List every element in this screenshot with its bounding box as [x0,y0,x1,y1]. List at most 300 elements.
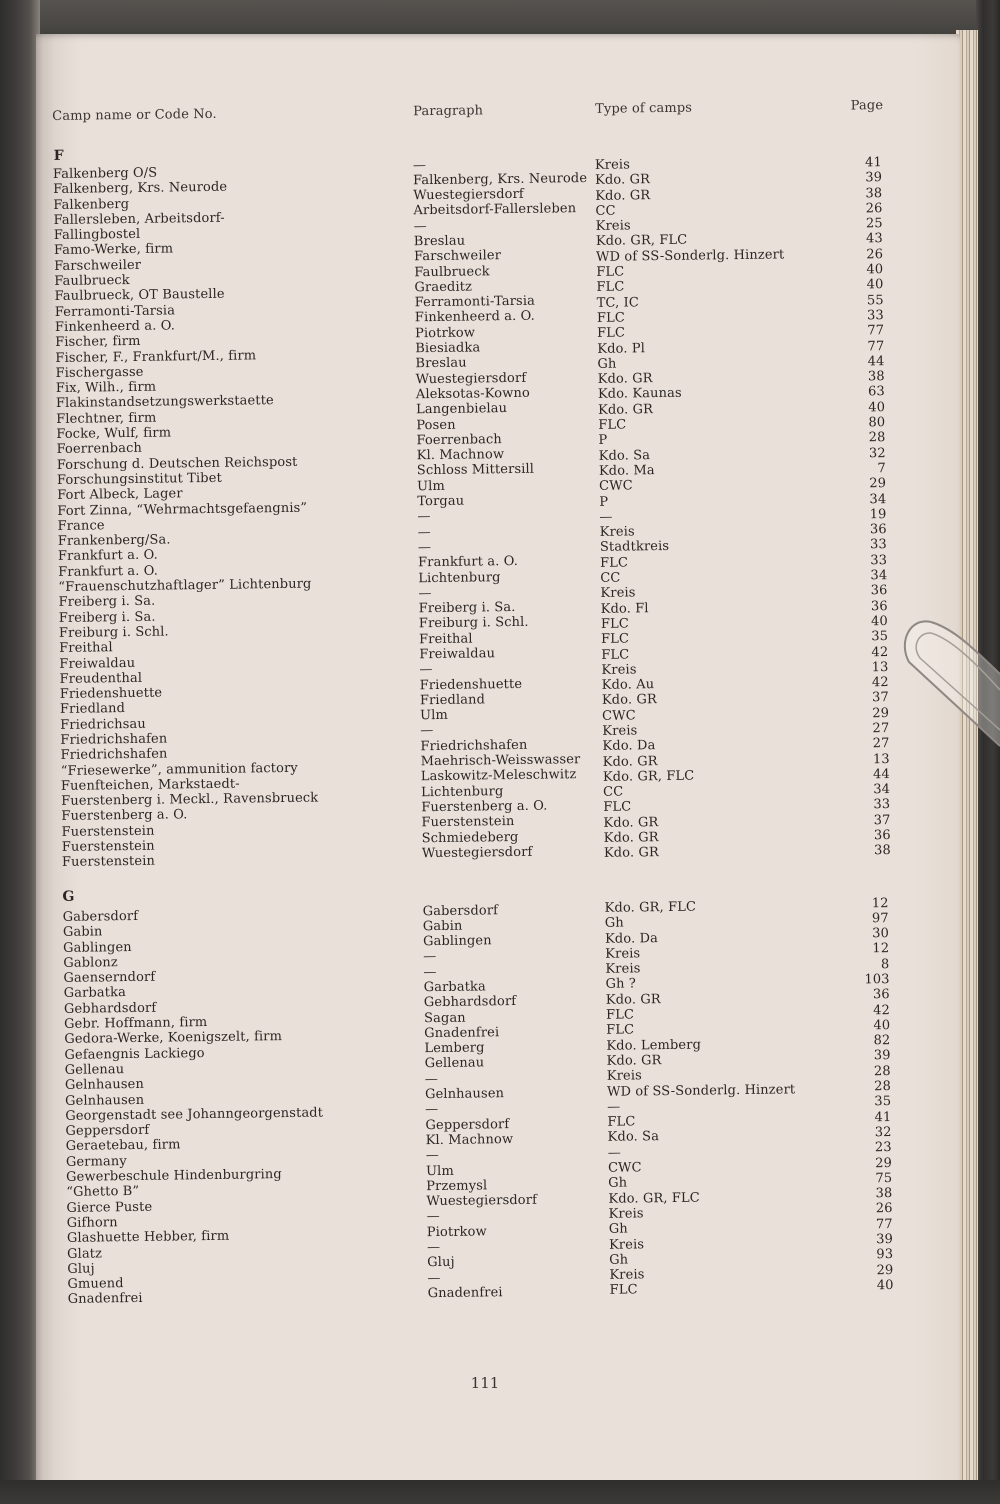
paragraph-entry: Freithal [418,631,473,647]
paragraph-entry: Wuestegiersdorf [415,370,527,387]
paragraph-entry: — [425,1148,440,1164]
column-header-type-of-camps: Type of camps [595,100,693,117]
camp-type: Kdo. GR [603,830,659,846]
camp-type: Kdo. Sa [607,1129,660,1146]
page-reference: 36 [870,583,888,599]
camp-type: Kdo. Da [604,930,659,947]
camp-name: France [57,518,105,534]
camp-type: Kdo. GR [601,692,657,709]
page-reference: 82 [873,1033,891,1049]
page-reference: 40 [873,1017,891,1034]
camp-type: Kdo. GR [595,172,651,189]
camp-type: FLC [605,1007,635,1023]
page-reference: 42 [873,1002,891,1018]
paragraph-entry: Aleksotas-Kowno [415,385,530,403]
page-reference: 26 [866,246,884,263]
camp-name: Gelnhausen [64,1077,145,1094]
paragraph-entry: Finkenheerd a. O. [414,309,535,326]
camp-name: “Friesewerke”, ammunition factory [60,760,298,779]
page-reference: 8 [880,956,890,972]
camp-type: — [607,1099,621,1115]
camp-type: Kdo. GR [602,753,658,770]
camp-type: Kreis [601,662,637,678]
paragraph-entry: Schloss Mittersill [416,462,535,479]
camp-type: Kdo. GR, FLC [604,899,697,916]
paragraph-entry: Faulbrueck [414,263,490,280]
camp-type: Kdo. GR [605,991,661,1008]
camp-name: Fort Albeck, Lager [57,486,183,504]
page-reference: 33 [870,552,888,569]
camp-name: Gierce Puste [66,1199,153,1216]
page-reference: 32 [868,445,886,461]
page-reference: 35 [871,629,889,645]
page-reference: 12 [871,895,889,911]
page-reference: 28 [874,1079,892,1095]
paragraph-entry: Gablingen [422,933,492,950]
page-reference: 42 [871,644,889,660]
camp-type: Gh ? [605,976,637,993]
paragraph-entry: Laskowitz-Meleschwitz [420,767,577,785]
paragraph-entry: Breslau [415,355,467,372]
camp-type: Gh [608,1175,628,1192]
camp-name: Gablingen [63,939,132,956]
page-reference: 37 [873,812,891,829]
camp-type: Kdo. Fl [600,600,649,617]
camp-name: Gefaengnis Lackiego [64,1045,205,1063]
camp-name: Glashuette Hebber, firm [66,1228,230,1247]
paragraph-entry: Posen [416,417,456,433]
page-reference: 12 [872,941,890,957]
page-reference: 29 [876,1262,894,1278]
page-reference: 29 [872,705,890,721]
camp-type: Kdo. Kaunas [597,386,682,403]
page-reference-column [836,896,893,1294]
camp-name: Fallersleben, Arbeitsdorf- [53,210,225,228]
camp-type: Gh [609,1252,629,1268]
page-reference: 34 [870,568,888,584]
camp-name: Faulbrueck, OT Baustelle [54,287,225,305]
camp-name: Gebhardsdorf [63,1000,157,1017]
camp-type: Kdo. GR [606,1053,662,1069]
camp-type: FLC [606,1022,635,1039]
camp-type: Kreis [595,218,631,235]
camp-type: Kdo. GR [598,401,654,418]
camp-type: FLC [598,417,627,433]
paragraph-entry: Frankfurt a. O. [417,554,519,571]
page-reference: 36 [869,522,887,538]
paragraph-entry: Fuerstenstein [421,814,515,831]
camp-type: P [598,433,608,449]
section-letter: G [62,888,75,905]
camp-type: Kdo. Lemberg [606,1037,702,1054]
paragraph-entry: Freiburg i. Schl. [418,615,529,632]
paragraph-entry: Friedland [419,692,486,709]
paragraph-entry: — [417,509,431,525]
paragraph-entry: Przemysl [426,1178,488,1195]
paragraph-entry: — [418,585,432,602]
page-reference: 13 [871,659,889,676]
camp-name: Focke, Wulf, firm [56,425,172,442]
page-reference: 41 [864,155,882,171]
page-reference: 40 [876,1277,894,1294]
camp-type: CC [595,203,616,219]
page-reference: 38 [867,369,885,385]
camp-name: Garbatka [63,985,127,1002]
camp-type: Kdo. GR [595,187,651,204]
camp-name: Frankenberg/Sa. [57,532,171,550]
camp-name: Fuenfteichen, Markstaedt- [60,776,240,794]
camp-name: Gaenserndorf [63,969,156,987]
paragraph-column [423,902,539,1301]
section-letter: F [53,147,64,164]
camp-name: Freudenthal [59,670,143,687]
camp-name: Glatz [67,1245,103,1262]
camp-name: Germany [65,1153,127,1170]
paragraph-entry: Wuestegiersdorf [413,186,524,204]
page-reference: 44 [873,766,890,783]
paragraph-entry: — [427,1270,441,1286]
camp-name: Gellenau [64,1062,125,1078]
page-reference: 93 [876,1247,894,1263]
paragraph-entry: Lichtenburg [420,783,504,800]
camp-type: Kreis [600,585,636,602]
paragraph-entry: Piotrkow [414,325,476,342]
page-reference: 27 [872,721,890,737]
paragraph-entry: Langenbielau [415,401,508,418]
paragraph-entry: Foerrenbach [416,431,502,449]
page-reference: 26 [865,201,883,217]
camp-type: Kreis [602,723,638,739]
page-reference: 33 [873,797,891,813]
camp-type: Kreis [599,524,635,540]
camp-name: Freiburg i. Schl. [58,624,169,641]
camp-type: FLC [601,646,630,663]
camp-type: FLC [601,631,630,648]
page-reference: 36 [872,987,890,1003]
camp-name: Gablonz [63,955,118,971]
camp-type: CWC [599,478,633,495]
page-reference: 80 [868,415,886,431]
camp-name: Flechtner, firm [56,410,157,427]
camp-type: Kdo. Da [602,738,656,755]
camp-type: Kdo. Pl [597,340,646,357]
paragraph-entry: Wuestegiersdorf [421,844,533,862]
camp-type: Kreis [608,1236,645,1253]
camp-name: Fuerstenberg a. O. [61,807,188,825]
page-reference: 28 [868,430,886,446]
column-header-paragraph: Paragraph [413,103,484,120]
page-reference: 41 [874,1109,892,1125]
paragraph-entry: Maehrisch-Weisswasser [420,752,581,770]
paragraph-entry: Farschweiler [413,248,502,265]
page-reference: 34 [869,491,887,507]
page-reference: 38 [875,1186,893,1202]
page-reference: 23 [874,1140,892,1156]
page-reference: 77 [867,338,885,354]
camp-type: P [599,494,609,510]
paragraph-entry: — [417,539,432,556]
paragraph-entry: Gnadenfrei [424,1025,500,1042]
page-reference: 33 [866,308,884,324]
camp-name: Friedrichsau [60,716,146,733]
paragraph-entry: Ulm [416,478,445,494]
paragraph-entry: Gnadenfrei [427,1285,503,1302]
paragraph-entry: — [420,723,434,739]
page-reference: 32 [874,1125,892,1141]
page-reference: 36 [870,598,888,614]
camp-name: Gewerbeschule Hindenburgring [66,1167,282,1185]
paragraph-entry: Geppersdorf [425,1116,510,1133]
paragraph-entry: — [426,1209,440,1225]
paragraph-entry: Ferramonti-Tarsia [414,293,536,311]
camp-name: Fuerstenstein [61,854,156,871]
camp-name: Finkenheerd a. O. [54,318,176,335]
paragraph-entry: Graeditz [414,279,473,296]
paragraph-entry: Gluj [427,1255,455,1271]
paragraph-entry: Gellenau [424,1055,485,1072]
page-reference: 77 [867,323,885,339]
page-reference: 7 [877,461,886,477]
camp-name: Gmuend [67,1276,124,1292]
camp-type: FLC [596,264,625,280]
camp-type: Kdo. GR, FLC [602,768,695,785]
camp-type: FLC [607,1114,636,1130]
camp-name: Faulbrueck [54,273,130,290]
paragraph-entry: — [412,157,427,173]
camp-name: Freiberg i. Sa. [58,593,156,611]
paragraph-entry: Ulm [425,1163,454,1179]
camp-name: Forschungsinstitut Tibet [56,470,222,488]
page-reference: 36 [873,828,891,844]
camp-type: Stadtkreis [599,539,670,556]
page-reference: 39 [865,170,883,186]
paragraph-entry: Breslau [413,233,466,250]
paragraph-entry: Torgau [417,493,465,510]
page-reference: 30 [872,926,890,942]
camp-name: Falkenberg, Krs. Neurode [53,179,228,198]
paragraph-entry: — [417,524,431,540]
paragraph-entry: Arbeitsdorf-Fallersleben [413,201,577,219]
camp-type: FLC [600,616,629,632]
page-reference: 19 [869,506,887,523]
book-binding-left [0,0,40,1504]
camp-type: FLC [609,1282,638,1299]
camp-type: Gh [604,915,624,932]
page-reference: 33 [870,537,887,553]
page-reference: 29 [875,1155,893,1171]
camp-name: Fischer, F., Frankfurt/M., firm [55,347,257,366]
camp-name: Fuerstenstein [61,823,155,840]
camp-name: Gabin [62,924,103,941]
camp-name: Friedland [59,701,126,718]
camp-index-table [50,89,906,1315]
camp-name: Fuerstenstein [61,838,155,855]
paragraph-entry: Ulm [419,708,449,724]
paragraph-entry: Garbatka [423,979,486,996]
camp-type: CWC [602,708,636,724]
camp-type-column [605,898,798,1298]
camp-name: “Frauenschutzhaftlager” Lichtenburg [58,576,312,595]
camp-type: Kdo. Au [601,677,655,693]
camp-name: Gebr. Hoffmann, firm [64,1015,208,1032]
page-reference: 39 [876,1232,894,1248]
page-reference: 97 [871,910,889,927]
camp-type: Kreis [605,946,641,962]
camp-type: CC [600,570,621,586]
paragraph-entry: Gelnhausen [424,1086,505,1103]
camp-name: Foerrenbach [56,441,143,458]
paper-clip [895,612,1000,752]
camp-type: Gh [608,1221,628,1238]
index-section-g [50,89,906,1315]
page-reference: 34 [873,782,891,798]
page-reference: 37 [872,690,889,706]
camp-name: Freiwaldau [59,655,136,672]
camp-name: Fallingbostel [53,227,141,244]
page-reference: 35 [874,1094,892,1110]
page-reference: 40 [868,399,886,416]
camp-type: WD of SS-Sonderlg. Hinzert [606,1081,796,1100]
paragraph-entry: Gabersdorf [422,902,499,919]
paragraph-entry: Sagan [423,1010,466,1026]
camp-name: Friedrichshafen [60,746,168,764]
paragraph-entry: — [423,949,437,965]
paragraph-entry: Gabin [422,918,463,934]
camp-type: Kreis [606,1068,642,1085]
page-reference: 42 [871,675,889,691]
camp-name: Gifhorn [66,1215,118,1231]
camp-name: Freithal [59,640,113,657]
camp-type: FLC [600,555,629,571]
page-reference: 38 [874,843,891,859]
paragraph-entry: Freiwaldau [419,646,496,663]
camp-type: Kdo. GR [597,371,653,388]
paragraph-entry: — [424,1071,439,1087]
paragraph-entry: Wuestegiersdorf [426,1192,538,1210]
camp-type: Kreis [608,1206,644,1222]
camp-name: Flakinstandsetzungswerkstaette [55,393,274,412]
column-header-camp-name: Camp name or Code No. [52,106,217,124]
camp-name: Fischer, firm [55,334,141,351]
paragraph-entry: — [413,218,427,234]
camp-type: TC, IC [596,294,640,311]
camp-name: Geraetebau, firm [65,1137,181,1155]
paragraph-entry: Gebhardsdorf [423,994,517,1011]
page-reference: 75 [875,1170,893,1187]
camp-name: Falkenberg O/S [52,165,158,182]
camp-name: “Ghetto B” [66,1184,140,1201]
paragraph-entry: Piotrkow [426,1224,487,1240]
page-reference: 40 [866,277,884,293]
camp-name: Falkenberg [53,196,130,213]
camp-name: Frankfurt a. O. [57,548,158,565]
page-reference: 40 [871,613,888,630]
page-reference: 29 [869,476,887,492]
camp-type: Kdo. GR [603,845,659,862]
paragraph-entry: Friedenshuette [419,676,523,693]
camp-name: Fuerstenberg i. Meckl., Ravensbrueck [61,790,319,810]
camp-name: Georgenstadt see Johanngeorgenstadt [65,1105,324,1124]
camp-name: Gelnhausen [65,1092,145,1109]
page-reference: 77 [875,1216,893,1233]
camp-name: Friedrichshafen [60,731,168,748]
camp-name: Gabersdorf [62,908,139,925]
page-reference: 25 [865,216,883,232]
camp-type: CC [603,784,624,800]
paragraph-entry: — [425,1102,439,1118]
camp-name: Frankfurt a. O. [58,563,159,580]
camp-name: Forschung d. Deutschen Reichspost [56,454,298,473]
paragraph-entry: Kl. Machnow [425,1131,514,1149]
dark-background-bottom [0,1480,1000,1504]
camp-name: Gnadenfrei [67,1291,143,1308]
paragraph-entry: Lichtenburg [418,569,501,586]
page-reference: 26 [875,1201,893,1217]
camp-type: Kreis [609,1267,645,1283]
camp-type: — [599,509,613,525]
camp-type: Gh [597,356,617,372]
page-reference: 103 [864,972,890,988]
camp-type: FLC [597,325,626,342]
paragraph-entry: Friedrichshafen [420,737,528,754]
camp-name: Gedora-Werke, Koenigszelt, firm [64,1029,283,1048]
page-reference: 43 [865,231,883,247]
page-reference: 63 [868,384,885,400]
paragraph-entry: Kl. Machnow [416,447,505,464]
camp-type: Kreis [594,157,631,173]
paragraph-entry: Falkenberg, Krs. Neurode [412,170,588,189]
paragraph-entry: Freiberg i. Sa. [418,600,516,617]
camp-name: Freiberg i. Sa. [58,609,156,626]
camp-type: Kreis [605,961,641,977]
camp-type: FLC [596,310,625,326]
page-reference: 28 [873,1063,891,1080]
paragraph-entry: Lemberg [424,1040,485,1057]
camp-name: Fischergasse [55,364,144,381]
camp-name: Fix, Wilh., firm [55,379,157,397]
camp-type: — [607,1145,622,1161]
paragraph-entry: Schmiedeberg [421,829,519,846]
paragraph-entry: Fuerstenberg a. O. [421,798,548,816]
book-cover-right [976,0,1000,1504]
camp-type: FLC [596,279,625,296]
camp-type: Kdo. GR [603,814,659,831]
paragraph-entry: — [426,1240,441,1256]
camp-type: FLC [603,799,632,816]
camp-name: Friedenshuette [59,685,163,703]
page-reference: 55 [866,292,884,308]
page-reference: 44 [867,353,885,370]
camp-name: Ferramonti-Tarsia [54,303,176,320]
page-number: 111 [470,1374,500,1392]
paragraph-entry: — [419,662,433,678]
camp-name: Gluj [67,1261,95,1277]
camp-name: Famo-Werke, firm [53,241,174,259]
page-reference: 27 [872,736,890,752]
camp-type: Kdo. Sa [598,447,651,464]
camp-name-column [63,907,326,1308]
camp-name: Fort Zinna, “Wehrmachtsgefaengnis” [57,500,308,519]
camp-type: Kdo. GR, FLC [608,1190,700,1207]
camp-type: CWC [607,1160,642,1176]
page-reference: 13 [872,751,890,767]
paragraph-entry: Biesiadka [415,340,481,357]
column-header-page: Page [850,98,884,114]
page-reference: 38 [865,185,883,201]
camp-type: Kdo. GR, FLC [595,233,688,250]
camp-name: Farschweiler [54,257,142,274]
camp-type: WD of SS-Sonderlg. Hinzert [596,247,785,265]
